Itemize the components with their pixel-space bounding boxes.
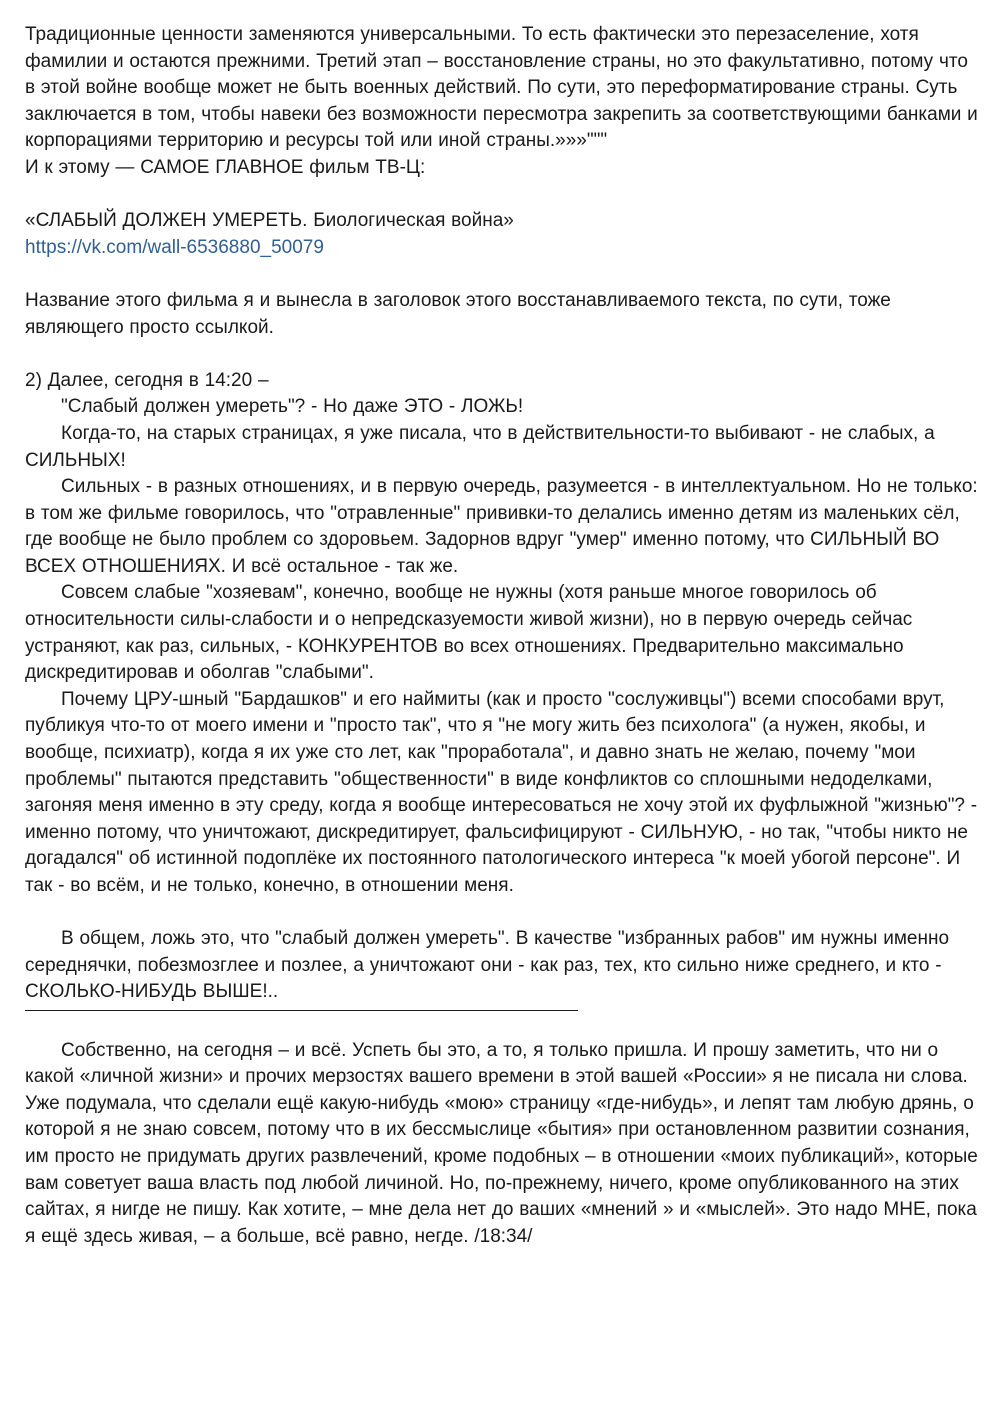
paragraph-conclusion: В общем, ложь это, что "слабый должен умереть". В качестве "избранных рабов" им нужны именно середнячки, побезмозглее и позлее, а уничтожают они - как раз, тех, кто сильно ниже среднего, и кто - СКОЛЬКО-НИБУДЬ ВЫШЕ!.. [25,928,950,1003]
document-page [25,22,980,1250]
paragraph-title-explanation: Название этого фильма я и вынесла в заголовок этого восстанавливаемого текста, по сути, тоже являющего просто ссылкой. [25,289,891,338]
blank-line [25,182,980,209]
vk-link[interactable]: https://vk.com/wall-6536880_50079 [25,236,324,258]
paragraph-traditional-values: Традиционные ценности заменяются универсальными. То есть фактически это перезаселение, хотя фамилии и остаются прежними. Третий этап – восстановление страны, но это факультативно, потому что в этой войне вообще может не быть военных действий. По сути, это переформатирование страны. Суть заключается в том, чтобы навеки без возможности пересмотра закрепить за соответствующими банками и корпорациями территорию и ресурсы той или иной страны.»»»""" [25,24,978,152]
paragraph-competitors: Совсем слабые "хозяевам", конечно, вообще не нужны (хотя раньше многое говорилось об относительности силы-слабости и о непредсказуемости живой жизни), но в первую очередь сейчас устраняют, как раз, сильных, - КОНКУРЕНТОВ во всех отношениях. Предварительно максимально дискредитировав и оболгав "слабыми". [25,582,913,684]
paragraph-bardashkov: Почему ЦРУ-шный "Бардашков" и его наймиты (как и просто "сослуживцы") всеми способами врут, публикуя что-то от моего имени и "просто так", что я "не могу жить без психолога" (а нужен, якобы, и вообще, психиатр), когда я их уже сто лет, как "проработала", и давно знать не желаю, почему "мои проблемы" пытаются представить "общественности" в виде конфликтов со сплошными недоделками, загоняя меня именно в эту среду, когда я вообще интересоваться не хочу этой их фуфлыжной "жизнью"? - именно потому, что уничтожают, дискредитирует, фальсифицируют - СИЛЬНУЮ, - но так, "чтобы никто не догадался" об истинной подоплёке их постоянного патологического интереса "к моей убогой персоне". И так - во всём, и не только, конечно, в отношении меня. [25,688,978,896]
blank-line [25,261,980,288]
paragraph-lie-claim: "Слабый должен умереть"? - Но даже ЭТО - ЛОЖЬ! [61,396,524,418]
blank-line [25,341,980,368]
paragraph-strong-not-weak: Когда-то, на старых страницах, я уже писала, что в действительности-то выбивают - не слабых, а СИЛЬНЫХ! [25,422,935,471]
paragraph-strong-relations: Сильных - в разных отношениях, и в первую очередь, разумеется - в интеллектуальном. Но не только: в том же фильме говорилось, что "отравленные" прививки-то делались именно детям из маленьких сёл, где вообще не было проблем со здоровьем. Задорнов вдруг "умер" именно потому, что СИЛЬНЫЙ ВО ВСЕХ ОТНОШЕНИЯХ. И всё остальное - так же. [25,476,978,577]
film-title: «СЛАБЫЙ ДОЛЖЕН УМЕРЕТЬ. Биологическая война» [25,210,514,232]
paragraph-closing: Собственно, на сегодня – и всё. Успеть бы это, а то, я только пришла. И прошу заметить, что ни о какой «личной жизни» и прочих мерзостях вашего времени в этой вашей «России» я не писала ни слова. Уже подумала, что сделали ещё какую-нибудь «мою» страницу «где-нибудь», и лепят там любую дрянь, о которой я не знаю совсем, потому что в их бессмыслице «бытия» при остановленном развитии сознания, им просто не придумать других развлечений, кроме подобных – в отношении «моих публикаций», которые вам советует ваша власть под любой личиной. Но, по-прежнему, ничего, кроме опубликованного на этих сайтах, я нигде не пишу. Как хотите, – мне дела нет до ваших «мнений » и «мыслей». Это надо МНЕ, пока я ещё здесь живая, – а больше, всё равно, негде. /18:34/ [25,1039,978,1247]
paragraph-film-intro: И к этому — САМОЕ ГЛАВНОЕ фильм ТВ-Ц: [25,156,426,178]
paragraph-section-2-heading: 2) Далее, сегодня в 14:20 – [25,369,269,391]
blank-line [25,900,980,927]
blank-line [25,1011,980,1038]
